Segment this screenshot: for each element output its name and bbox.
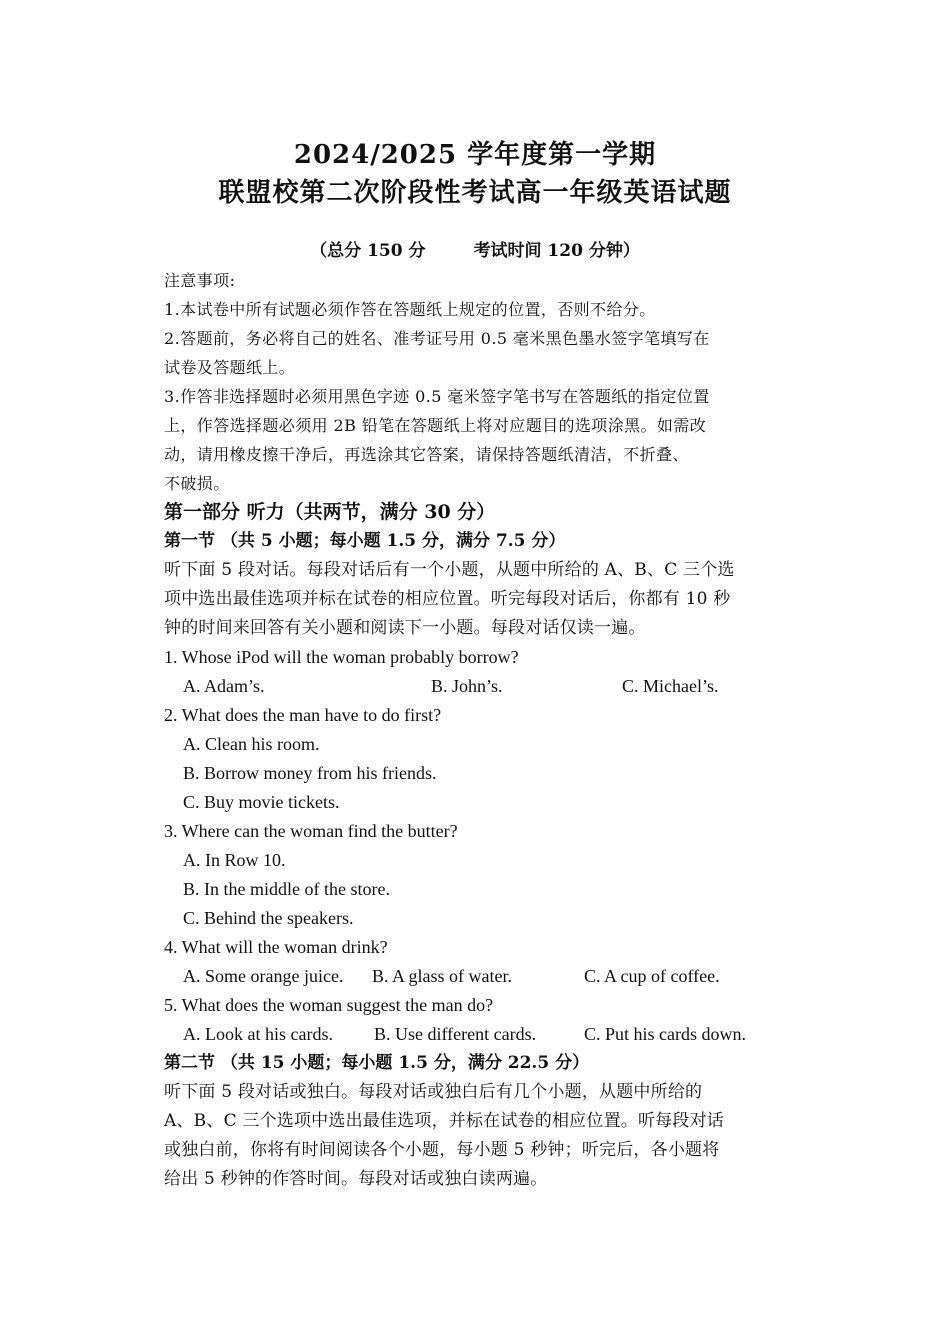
question-stem: 2. What does the man have to do first?: [164, 705, 442, 725]
question-stem: 5. What does the woman suggest the man do?: [164, 995, 494, 1015]
question-stem: 4. What will the woman drink?: [164, 937, 388, 957]
option-a: A. Some orange juice.: [183, 966, 344, 986]
total-score: （总分 150 分: [310, 241, 426, 261]
notice-line: 试卷及答题纸上。: [164, 358, 296, 377]
option-c: C. Michael’s.: [622, 676, 719, 696]
question-options-row: [164, 962, 790, 991]
notice-line: 动，请用橡皮擦干净后，再选涂其它答案，请保持答题纸清洁，不折叠、: [164, 445, 689, 464]
section2-instruction: 或独白前，你将有时间阅读各个小题，每小题 5 秒钟；听完后，各小题将: [164, 1140, 720, 1160]
section1-instruction: 钟的时间来回答有关小题和阅读下一小题。每段对话仅读一遍。: [164, 618, 646, 638]
option-a: A. Clean his room.: [183, 734, 320, 754]
title-line-2: 联盟校第二次阶段性考试高一年级英语试题: [218, 178, 732, 208]
section2-instruction: 给出 5 秒钟的作答时间。每段对话或独白读两遍。: [164, 1169, 548, 1189]
notice-line: 不破损。: [164, 474, 230, 493]
notice-line: 上，作答选择题必须用 2B 铅笔在答题纸上将对应题目的选项涂黑。如需改: [164, 416, 707, 435]
question-options-row: [164, 1020, 790, 1049]
section1-heading: 第一节 （共 5 小题；每小题 1.5 分，满分 7.5 分）: [164, 531, 566, 551]
option-a: A. Look at his cards.: [183, 1024, 333, 1044]
section2-instruction: 听下面 5 段对话或独白。每段对话或独白后有几个小题，从题中所给的: [164, 1082, 703, 1102]
exam-time: 考试时间 120 分钟）: [473, 241, 640, 261]
option-b: B. Borrow money from his friends.: [183, 763, 437, 783]
option-a: A. In Row 10.: [183, 850, 286, 870]
notice-line: 3.作答非选择题时必须用黑色字迹 0.5 毫米签字笔书写在答题纸的指定位置: [164, 387, 710, 406]
option-c: C. Behind the speakers.: [183, 908, 354, 928]
section2-heading: 第二节 （共 15 小题；每小题 1.5 分，满分 22.5 分）: [164, 1053, 590, 1073]
score-time-line: [0, 236, 950, 261]
question-stem: 1. Whose iPod will the woman probably borrow?: [164, 647, 519, 667]
title-line-1: 2024/2025 学年度第一学期: [293, 140, 657, 170]
section1-instruction: 听下面 5 段对话。每段对话后有一个小题，从题中所给的 A、B、C 三个选: [164, 560, 735, 580]
part1-heading: 第一部分 听力（共两节，满分 30 分）: [164, 501, 496, 523]
notice-line: 1.本试卷中所有试题必须作答在答题纸上规定的位置，否则不给分。: [164, 300, 656, 319]
option-a: A. Adam’s.: [183, 676, 265, 696]
notice-heading: 注意事项:: [164, 271, 236, 290]
option-c: C. Put his cards down.: [584, 1024, 746, 1044]
option-b: B. A glass of water.: [372, 966, 512, 986]
option-b: B. In the middle of the store.: [183, 879, 390, 899]
option-c: C. Buy movie tickets.: [183, 792, 340, 812]
exam-content: [164, 266, 790, 1194]
section1-instruction: 项中选出最佳选项并标在试卷的相应位置。听完每段对话后，你都有 10 秒: [164, 589, 731, 609]
question-stem: 3. Where can the woman find the butter?: [164, 821, 458, 841]
option-b: B. Use different cards.: [374, 1024, 537, 1044]
notice-line: 2.答题前，务必将自己的姓名、准考证号用 0.5 毫米黑色墨水签字笔填写在: [164, 329, 710, 348]
question-options-row: [164, 672, 790, 701]
section2-instruction: A、B、C 三个选项中选出最佳选项，并标在试卷的相应位置。听每段对话: [164, 1111, 724, 1131]
option-b: B. John’s.: [431, 676, 503, 696]
option-c: C. A cup of coffee.: [584, 966, 720, 986]
